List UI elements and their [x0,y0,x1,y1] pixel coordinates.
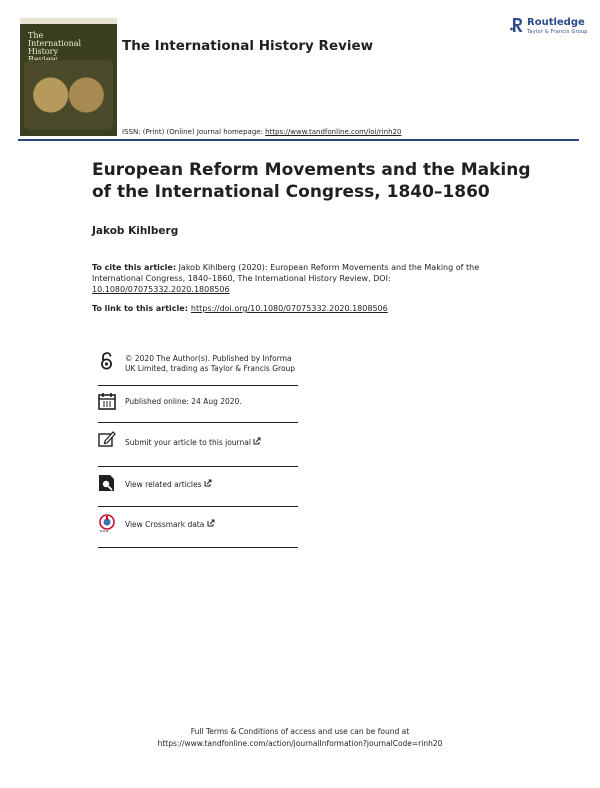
journal-title: The International History Review [122,38,374,54]
issn-label: ISSN: (Print) (Online) Journal homepage: [122,128,266,136]
crossmark-link[interactable] [125,519,215,530]
journal-cover [20,18,117,136]
meta-divider [98,547,298,548]
edit-icon [98,430,116,448]
related-articles-label: View related articles [125,480,202,489]
external-link-icon [207,519,215,527]
article-link-line [92,304,388,313]
meta-divider [98,385,298,386]
crossmark-icon [98,514,116,532]
related-articles-link[interactable] [125,479,212,490]
citation-doi-link[interactable]: 10.1080/07075332.2020.1808506 [92,285,230,294]
publisher-name: Routledge [527,17,585,28]
footer-terms-link[interactable]: https://www.tandfonline.com/action/journalInformation?journalCode=rinh20 [157,739,443,748]
cover-map-image [24,60,113,130]
citation-block [92,262,492,295]
routledge-logo-icon [510,16,524,34]
license-text: © 2020 The Author(s). Published by Informa UK Limited, trading as Taylor & Francis Group [125,354,296,373]
external-link-icon [204,479,212,487]
related-row[interactable] [98,472,298,508]
calendar-icon [98,392,116,410]
published-date: Published online: 24 Aug 2020. [125,397,242,406]
article-doi-link[interactable]: https://doi.org/10.1080/07075332.2020.1808506 [190,304,388,313]
open-access-icon [98,352,116,370]
footer-terms-text: Full Terms & Conditions of access and use can be found at [190,727,410,736]
submit-article-label: Submit your article to this journal [125,438,251,447]
article-author: Jakob Kihlberg [92,225,179,237]
link-label: To link to this article: [92,304,188,313]
meta-divider [98,506,298,507]
cover-title-line: History [28,47,59,56]
article-title: European Reform Movements and the Making of the International Congress, 1840–1860 [92,160,531,202]
license-row [98,352,298,392]
cover-title-line: The [28,31,44,40]
crossmark-label: View Crossmark data [125,520,205,529]
cover-title-line: International [28,39,82,48]
publisher-tagline: Taylor & Francis Group [527,29,588,35]
issn-line [122,128,401,136]
meta-divider [98,422,298,423]
meta-divider [98,466,298,467]
citation-label: To cite this article: [92,263,177,272]
cover-band [20,18,117,24]
citation-text: Jakob Kihlberg (2020): European Reform Movements and the Making of the International Congress, 1840–1860, The International History Review, DOI: [92,263,480,283]
related-articles-icon [98,474,116,492]
published-row [98,392,298,428]
journal-homepage-link[interactable]: https://www.tandfonline.com/loi/rinh20 [265,128,402,136]
crossmark-row[interactable] [98,514,298,550]
external-link-icon [253,437,261,445]
header-divider [18,139,579,141]
submit-row[interactable] [98,430,298,468]
submit-article-link[interactable] [125,437,261,448]
footer [0,726,600,750]
